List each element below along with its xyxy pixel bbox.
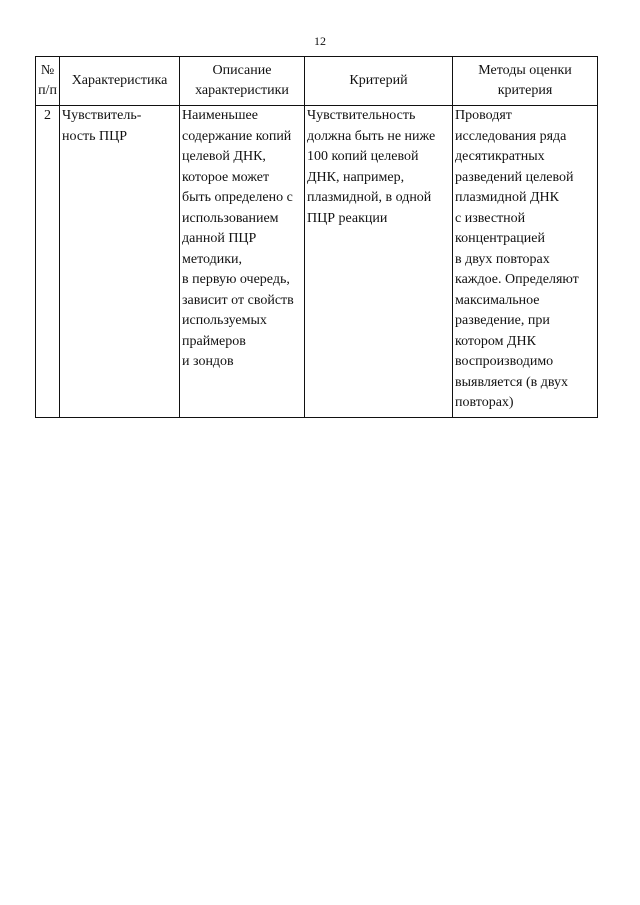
- cell-text-line: Описание: [212, 63, 272, 78]
- cell-text-line: 100 копий целевой: [307, 149, 419, 164]
- cell-text-line: данной ПЦР: [182, 231, 257, 246]
- cell-text-line: методики,: [182, 251, 243, 267]
- cell-text-line: десятикратных: [455, 149, 545, 164]
- cell-text-line: должна быть не ниже: [307, 128, 436, 144]
- header-criterion: [305, 57, 453, 106]
- cell-text-line: критерия: [497, 83, 553, 98]
- cell-text-line: ДНК, например,: [307, 169, 405, 185]
- cell-text-line: №: [40, 63, 55, 78]
- cell-text-line: используемых: [182, 313, 267, 328]
- cell-text-line: целевой ДНК,: [182, 149, 266, 164]
- cell-text-line: с известной: [455, 210, 526, 226]
- cell-text-line: котором ДНК: [455, 333, 536, 349]
- cell-criterion: [305, 106, 453, 418]
- cell-text-line: в двух повторах: [455, 251, 550, 267]
- header-num: [36, 57, 60, 106]
- criteria-table: [35, 56, 598, 418]
- cell-text-line: п/п: [38, 83, 57, 98]
- cell-text-line: выявляется (в двух: [455, 374, 568, 390]
- cell-text-line: ПЦР реакции: [307, 210, 388, 226]
- cell-text-line: воспроизводимо: [455, 354, 554, 369]
- cell-text-line: быть определено с: [182, 190, 293, 205]
- table-header-row: [36, 57, 598, 106]
- cell-text-line: характеристики: [195, 83, 289, 98]
- cell-text-line: которое может: [182, 169, 270, 185]
- cell-description: [180, 106, 305, 418]
- cell-characteristic: [60, 106, 180, 418]
- cell-text-line: плазмидной ДНК: [455, 190, 559, 205]
- cell-text-line: Критерий: [349, 73, 408, 88]
- cell-text-line: ность ПЦР: [62, 128, 128, 144]
- cell-text-line: максимальное: [455, 292, 540, 308]
- cell-text-line: каждое. Определяют: [455, 272, 579, 287]
- cell-text-line: использованием: [182, 210, 279, 226]
- page-number: 12: [314, 34, 326, 48]
- cell-text-line: разведение, при: [455, 313, 550, 328]
- cell-text-line: исследования ряда: [455, 128, 567, 144]
- cell-text-line: праймеров: [182, 333, 246, 349]
- cell-text-line: концентрацией: [455, 231, 545, 246]
- cell-text-line: повторах): [455, 395, 514, 410]
- cell-text-line: Чувствительность: [307, 108, 416, 123]
- cell-text-line: в первую очередь,: [182, 272, 290, 287]
- cell-text-line: содержание копий: [182, 128, 292, 144]
- cell-text-line: Характеристика: [71, 73, 168, 88]
- cell-text-line: Методы оценки: [478, 63, 572, 78]
- cell-text-line: зависит от свойств: [182, 292, 294, 308]
- cell-text-line: разведений целевой: [455, 169, 574, 185]
- header-characteristic: [60, 57, 180, 106]
- table-row: [36, 106, 598, 418]
- cell-text-line: Чувствитель-: [62, 108, 142, 123]
- header-methods: [453, 57, 598, 106]
- cell-text-line: и зондов: [182, 354, 234, 369]
- cell-text-line: Наименьшее: [182, 108, 258, 123]
- header-description: [180, 57, 305, 106]
- cell-num: 2: [36, 106, 60, 418]
- cell-text-line: плазмидной, в одной: [307, 190, 432, 205]
- cell-text-line: Проводят: [455, 108, 512, 123]
- cell-methods: [453, 106, 598, 418]
